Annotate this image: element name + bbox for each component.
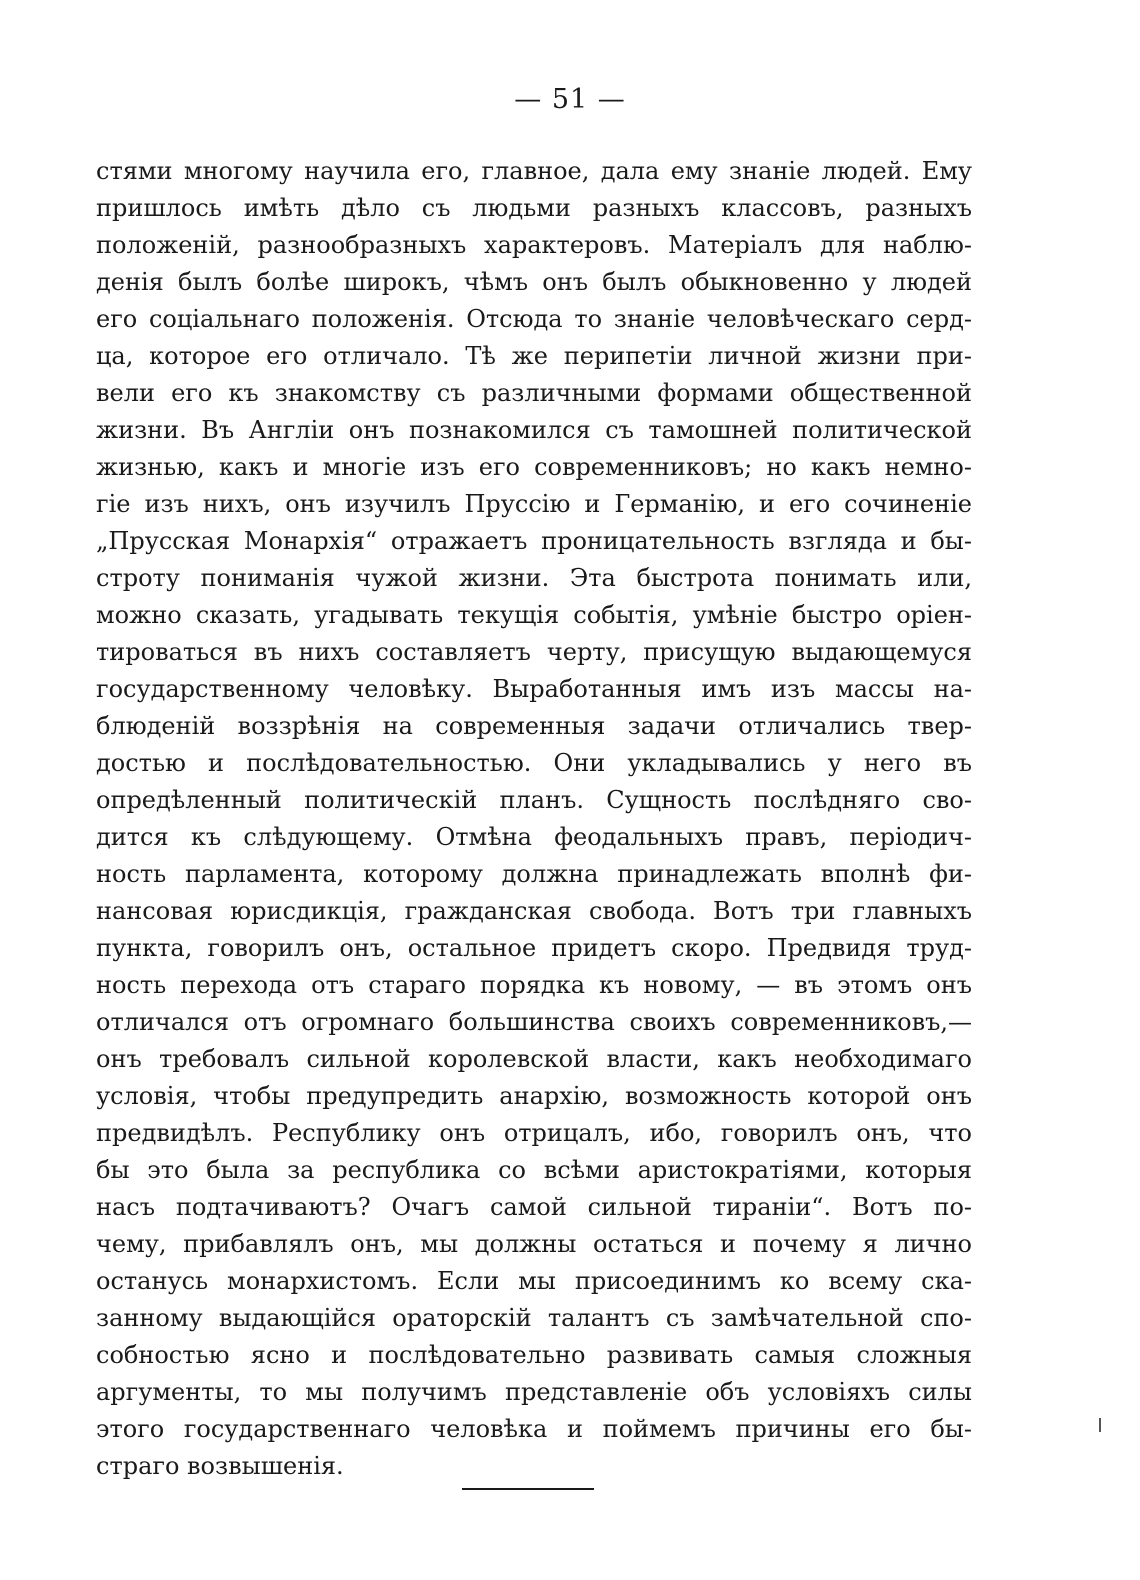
text-line: насъ подтачиваютъ? Очагъ самой сильной тираніи“. Вотъ по- — [96, 1193, 972, 1221]
text-line: отличался отъ огромнаго большинства своихъ современниковъ,— — [96, 1008, 972, 1036]
text-line-last: страго возвышенія. — [96, 1452, 344, 1480]
text-line: можно сказать, угадывать текущія событія, умѣніе быстро оріен- — [96, 601, 972, 629]
text-line: занному выдающійся ораторскій талантъ съ замѣчательной спо- — [96, 1304, 972, 1332]
text-line: пришлось имѣть дѣло съ людьми разныхъ классовъ, разныхъ — [96, 194, 972, 222]
text-line: условія, чтобы предупредить анархію, возможность которой онъ — [96, 1082, 972, 1110]
text-line: чему, прибавлялъ онъ, мы должны остаться и почему я лично — [96, 1230, 972, 1258]
text-line: стями многому научила его, главное, дала ему знаніе людей. Ему — [96, 157, 972, 185]
body-text — [96, 153, 972, 1485]
text-line: блюденій воззрѣнія на современныя задачи отличались твер- — [96, 712, 972, 740]
page-number: — 51 — — [514, 84, 626, 115]
text-line: онъ требовалъ сильной королевской власти, какъ необходимаго — [96, 1045, 972, 1073]
text-line: вели его къ знакомству съ различными формами общественной — [96, 379, 972, 407]
text-line: „Прусская Монархія“ отражаетъ проницательность взгляда и бы- — [96, 527, 972, 555]
text-line: строту пониманія чужой жизни. Эта быстрота понимать или, — [96, 564, 972, 592]
text-line: тироваться въ нихъ составляетъ черту, присущую выдающемуся — [96, 638, 972, 666]
text-line: жизнью, какъ и многіе изъ его современниковъ; но какъ немно- — [96, 453, 972, 481]
text-line: денія былъ болѣе широкъ, чѣмъ онъ былъ обыкновенно у людей — [96, 268, 972, 296]
text-line: ность парламента, которому должна принадлежать вполнѣ фи- — [96, 860, 972, 888]
text-line: этого государственнаго человѣка и поймемъ причины его бы- — [96, 1415, 972, 1443]
end-rule — [462, 1488, 594, 1490]
scan-mark — [1099, 1418, 1101, 1432]
text-line: его соціальнаго положенія. Отсюда то знаніе человѣческаго серд- — [96, 305, 972, 333]
text-line: достью и послѣдовательностью. Они укладывались у него въ — [96, 749, 972, 777]
text-line: бы это была за республика со всѣми аристократіями, которыя — [96, 1156, 972, 1184]
text-line: жизни. Въ Англіи онъ познакомился съ тамошней политической — [96, 416, 972, 444]
text-line: собностью ясно и послѣдовательно развивать самыя сложныя — [96, 1341, 972, 1369]
text-line: предвидѣлъ. Республику онъ отрицалъ, ибо, говорилъ онъ, что — [96, 1119, 972, 1147]
text-line: останусь монархистомъ. Если мы присоединимъ ко всему ска- — [96, 1267, 972, 1295]
text-line: опредѣленный политическій планъ. Сущность послѣдняго сво- — [96, 786, 972, 814]
text-line: аргументы, то мы получимъ представленіе объ условіяхъ силы — [96, 1378, 972, 1406]
text-line: государственному человѣку. Выработанныя имъ изъ массы на- — [96, 675, 972, 703]
text-line: ность перехода отъ стараго порядка къ новому, — въ этомъ онъ — [96, 971, 972, 999]
text-line: ца, которое его отличало. Тѣ же перипетіи личной жизни при- — [96, 342, 972, 370]
text-line: дится къ слѣдующему. Отмѣна феодальныхъ правъ, періодич- — [96, 823, 972, 851]
text-line: положеній, разнообразныхъ характеровъ. Матеріалъ для наблю- — [96, 231, 972, 259]
text-line: пункта, говорилъ онъ, остальное придетъ скоро. Предвидя труд- — [96, 934, 972, 962]
text-line: нансовая юрисдикція, гражданская свобода. Вотъ три главныхъ — [96, 897, 972, 925]
text-line: гіе изъ нихъ, онъ изучилъ Пруссію и Германію, и его сочиненіе — [96, 490, 972, 518]
